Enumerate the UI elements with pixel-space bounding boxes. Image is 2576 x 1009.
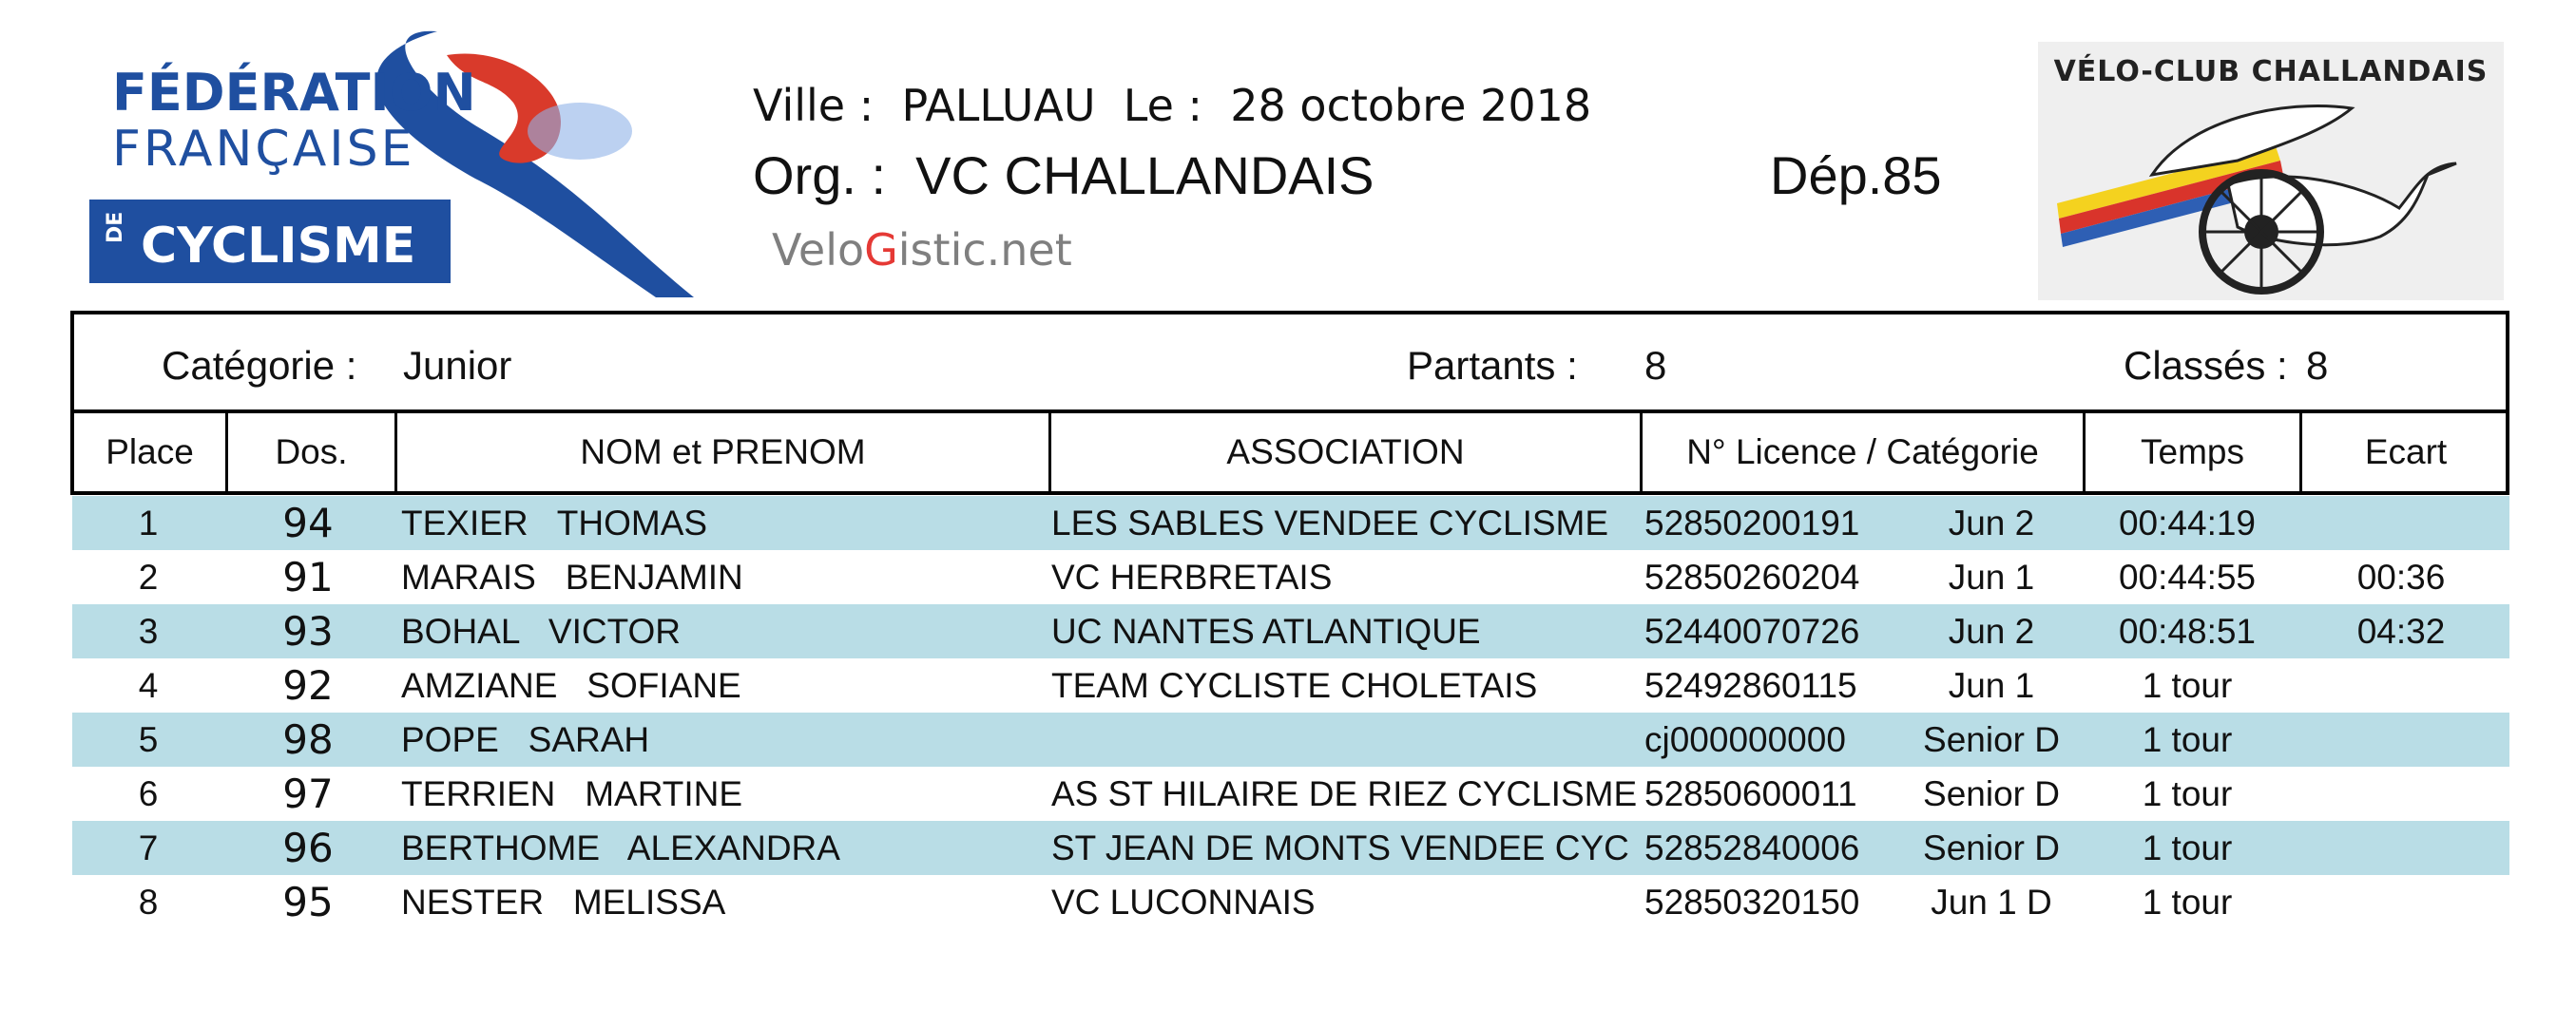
department: Dép.85 <box>1770 145 1942 205</box>
row-dos: 92 <box>282 662 334 709</box>
starters-value: 8 <box>1644 343 1667 388</box>
row-name: AMZIANE SOFIANE <box>401 666 741 705</box>
row-association: UC NANTES ATLANTIQUE <box>1051 612 1481 651</box>
velogistic-part3: istic.net <box>897 224 1072 276</box>
ranked-value: 8 <box>2306 343 2329 388</box>
row-place: 8 <box>138 883 159 922</box>
velogistic-brand <box>772 224 1072 276</box>
row-time: 1 tour <box>2142 720 2233 759</box>
row-place: 4 <box>138 666 159 705</box>
vcc-title: VÉLO-CLUB CHALLANDAIS <box>2053 55 2489 88</box>
row-place: 3 <box>138 612 159 651</box>
row-time: 1 tour <box>2142 828 2233 867</box>
row-dos: 97 <box>282 771 334 817</box>
row-gap <box>2293 713 2509 767</box>
venue-line <box>753 80 1591 131</box>
org-value: VC CHALLANDAIS <box>915 145 1375 205</box>
row-association: ST JEAN DE MONTS VENDEE CYC <box>1051 828 1629 867</box>
ffc-logo <box>86 27 703 302</box>
table-row <box>72 658 2509 713</box>
row-licence: 52850260204 <box>1644 558 1860 597</box>
row-time: 1 tour <box>2142 883 2233 922</box>
col-gap: Ecart <box>2364 432 2448 471</box>
table-row <box>72 821 2509 875</box>
row-name: BOHAL VICTOR <box>401 612 682 651</box>
ville-label: Ville : <box>753 80 875 131</box>
row-association: VC HERBRETAIS <box>1051 558 1333 597</box>
date-label: Le : <box>1123 80 1203 131</box>
row-category: Senior D <box>1923 828 2060 867</box>
starters-label: Partants : <box>1407 343 1578 388</box>
org-line <box>753 144 1375 206</box>
row-category: Jun 2 <box>1948 504 2035 543</box>
row-dos: 93 <box>282 608 334 655</box>
velogistic-part2: G <box>864 224 898 276</box>
col-dos: Dos. <box>228 413 397 491</box>
row-place: 7 <box>138 828 159 867</box>
row-category: Jun 1 <box>1948 558 2035 597</box>
table-row <box>72 713 2509 767</box>
col-licence: N° Licence / Catégorie <box>1643 413 2086 491</box>
row-category: Senior D <box>1923 774 2060 813</box>
table-row <box>72 496 2509 550</box>
row-name: BERTHOME ALEXANDRA <box>401 828 840 867</box>
vcc-bird-wheel-icon <box>2038 42 2504 300</box>
row-association: LES SABLES VENDEE CYCLISME <box>1051 504 1609 543</box>
row-gap <box>2293 821 2509 875</box>
ffc-line2: FRANÇAISE <box>112 121 415 178</box>
table-row <box>72 767 2509 821</box>
row-name: NESTER MELISSA <box>401 883 726 922</box>
row-category: Jun 1 <box>1948 666 2035 705</box>
ffc-logo-graphic <box>86 27 703 302</box>
row-category: Jun 1 D <box>1931 883 2052 922</box>
row-gap <box>2293 767 2509 821</box>
ffc-line3: CYCLISME <box>141 218 416 275</box>
row-association: VC LUCONNAIS <box>1051 883 1316 922</box>
row-gap <box>2293 875 2509 929</box>
row-licence: 52852840006 <box>1644 828 1860 867</box>
row-time: 00:44:55 <box>2118 558 2257 597</box>
ville-value: PALLUAU <box>901 80 1096 131</box>
row-licence: 52850320150 <box>1644 883 1860 922</box>
col-time: Temps <box>2086 413 2302 491</box>
row-name: TERRIEN MARTINE <box>401 774 743 813</box>
row-time: 1 tour <box>2142 666 2233 705</box>
row-licence: 52492860115 <box>1644 666 1857 705</box>
row-place: 1 <box>138 504 159 543</box>
row-association: AS ST HILAIRE DE RIEZ CYCLISME <box>1051 774 1638 813</box>
date-value: 28 octobre 2018 <box>1230 80 1592 131</box>
org-label: Org. : <box>753 145 887 205</box>
row-name: POPE SARAH <box>401 720 650 759</box>
row-place: 6 <box>138 774 159 813</box>
ffc-de: DE <box>104 211 127 243</box>
row-gap: 00:36 <box>2356 558 2446 597</box>
col-place: Place <box>74 413 228 491</box>
row-place: 5 <box>138 720 159 759</box>
row-name: MARAIS BENJAMIN <box>401 558 743 597</box>
row-category: Senior D <box>1923 720 2060 759</box>
row-licence: 52440070726 <box>1644 612 1860 651</box>
table-row <box>72 550 2509 604</box>
row-gap: 04:32 <box>2356 612 2446 651</box>
row-dos: 94 <box>282 500 334 546</box>
category-value: Junior <box>403 343 512 388</box>
row-place: 2 <box>138 558 159 597</box>
results-header <box>70 413 2509 495</box>
row-time: 00:48:51 <box>2118 612 2257 651</box>
row-gap <box>2293 496 2509 550</box>
row-gap <box>2293 658 2509 713</box>
category-label: Catégorie : <box>162 343 357 388</box>
table-row <box>72 875 2509 929</box>
row-time: 1 tour <box>2142 774 2233 813</box>
row-dos: 95 <box>282 879 334 925</box>
row-licence: cj000000000 <box>1644 720 1846 759</box>
row-name: TEXIER THOMAS <box>401 504 708 543</box>
row-dos: 98 <box>282 716 334 763</box>
table-row <box>72 604 2509 658</box>
row-category: Jun 2 <box>1948 612 2035 651</box>
row-association: TEAM CYCLISTE CHOLETAIS <box>1051 666 1538 705</box>
col-association: ASSOCIATION <box>1051 413 1643 491</box>
vcc-logo <box>2038 42 2504 300</box>
summary-box <box>70 311 2509 413</box>
col-name: NOM et PRENOM <box>397 413 1051 491</box>
ffc-line1: FÉDÉRATION <box>112 63 476 123</box>
ranked-label: Classés : <box>2124 343 2288 388</box>
row-licence: 52850200191 <box>1644 504 1860 543</box>
row-time: 00:44:19 <box>2118 504 2257 543</box>
row-association <box>1051 713 1693 767</box>
velogistic-part1: Velo <box>772 224 865 276</box>
row-licence: 52850600011 <box>1644 774 1857 813</box>
row-dos: 96 <box>282 825 334 871</box>
row-dos: 91 <box>282 554 334 600</box>
